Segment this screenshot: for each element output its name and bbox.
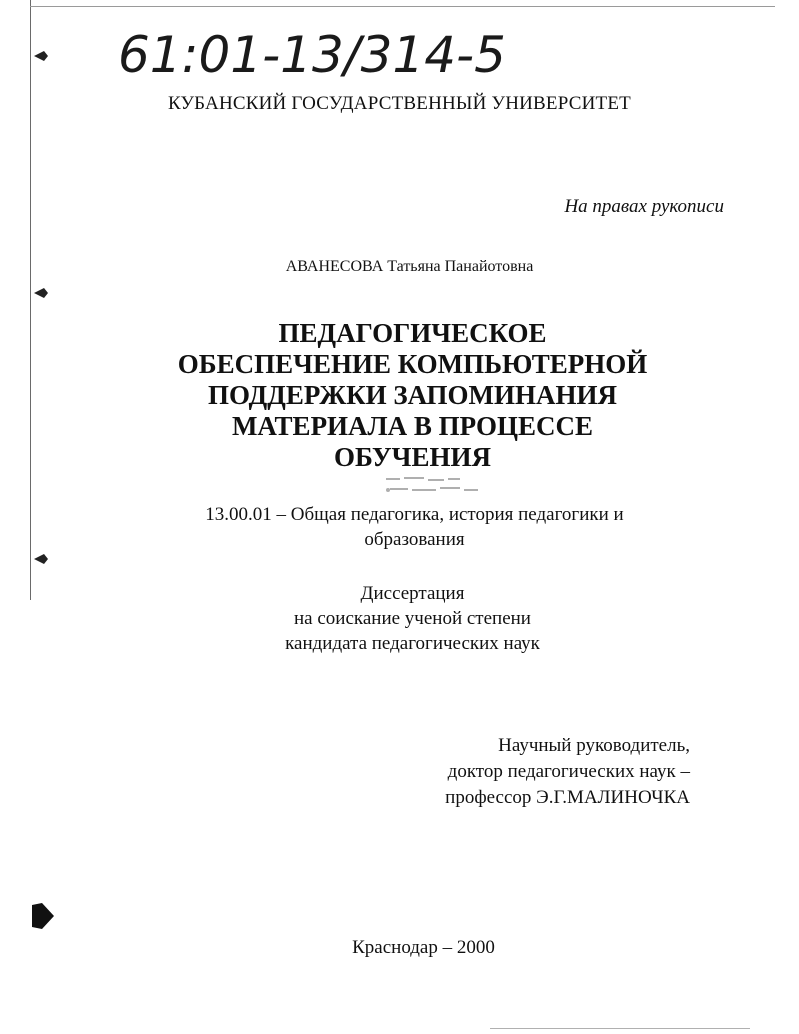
scan-bottom-line (490, 1028, 750, 1029)
supervisor-block (0, 733, 690, 811)
degree-line: Диссертация (360, 583, 465, 604)
university-name: КУБАНСКИЙ ГОСУДАРСТВЕННЫЙ УНИВЕРСИТЕТ (168, 93, 631, 114)
specialty-code (0, 502, 799, 552)
specialty-line: образования (364, 529, 465, 550)
svg-text:61:01-13/314-5: 61:01-13/314-5 (118, 26, 506, 84)
title-line: ПЕДАГОГИЧЕСКОЕ (278, 318, 547, 348)
binder-mark-icon (34, 287, 48, 299)
title-line: ОБУЧЕНИЯ (333, 442, 492, 472)
supervisor-line: Научный руководитель, (498, 735, 690, 756)
title-line: ПОДДЕРЖКИ ЗАПОМИНАНИЯ (208, 380, 617, 410)
specialty-line: 13.00.01 – Общая педагогика, история педагогики и (205, 504, 624, 525)
dissertation-title (0, 318, 799, 473)
library-stamp-smudge (380, 474, 490, 498)
author-name: АВАНЕСОВА Татьяна Панайотовна (285, 258, 534, 275)
degree-line: на соискание ученой степени (294, 608, 531, 629)
manuscript-note: На правах рукописи (564, 196, 724, 217)
city-year: Краснодар – 2000 (352, 937, 495, 958)
supervisor-line: профессор Э.Г.МАЛИНОЧКА (445, 787, 690, 808)
handwritten-code (118, 10, 518, 90)
degree-statement (0, 581, 799, 656)
title-line: МАТЕРИАЛА В ПРОЦЕССЕ (231, 411, 594, 441)
title-line: ОБЕСПЕЧЕНИЕ КОМПЬЮТЕРНОЙ (177, 349, 648, 379)
binder-mark-icon (34, 50, 48, 62)
supervisor-line: доктор педагогических наук – (447, 761, 690, 782)
scan-top-line (30, 6, 775, 7)
degree-line: кандидата педагогических наук (285, 633, 540, 654)
binder-mark-icon (34, 553, 48, 565)
binder-mark-icon (32, 903, 54, 929)
